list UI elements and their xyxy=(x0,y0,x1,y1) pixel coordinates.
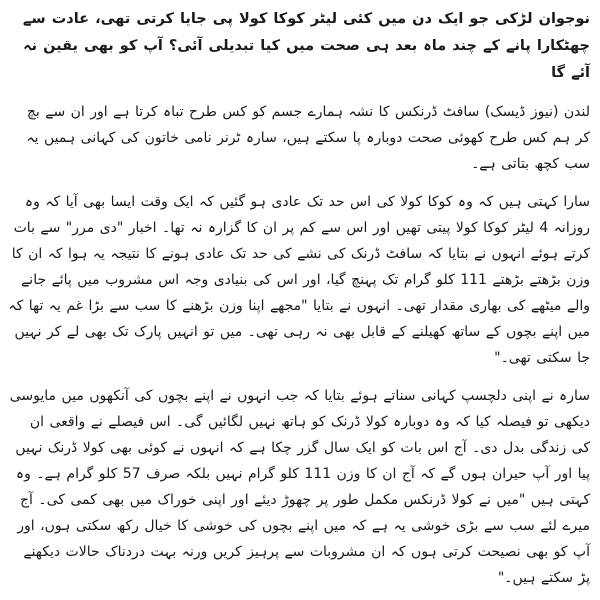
article-paragraph-intro: لندن (نیوز ڈیسک) سافٹ ڈرنکس کا نشہ ہمارے جسم کو کس طرح تباہ کرتا ہے اور ان سے بچ کر ہم کس طرح کھوئی صحت دوبارہ پا سکتے ہیں، سارہ ٹرنر نامی خاتون کی کہانی ہمیں یہ سب کچھ بتاتی ہے۔ xyxy=(26,104,590,172)
article-paragraph-outcome: سارہ نے اپنی دلچسپ کہانی سناتے ہوئے بتایا کہ جب انہوں نے اپنے بچوں کی آنکھوں میں مایوسی دیکھی تو فیصلہ کیا کہ وہ دوبارہ کولا ڈرنک کو ہاتھ نہیں لگائیں گی۔ اس فیصلے نے واقعی ان کی زندگی بدل دی۔ آج اس بات کو ایک سال گزر چکا ہے کہ انہوں نے کوئی بھی کولا ڈرنک نہیں پیا اور آپ حیران ہوں گے کہ آج ان کا وزن 111 کلو گرام نہیں بلکہ صرف 57 کلو گرام ہے۔ وہ کہتی ہیں "میں نے کولا ڈرنکس مکمل طور پر چھوڑ دیئے اور اپنی خوراک میں بھی کمی کی۔ آج میرے لئے سب سے بڑی خوشی یہ ہے کہ میں اپنے بچوں کی خوشی کا خیال رکھ سکتی ہوں، اور آپ کو بھی نصیحت کرتی ہوں کہ ان مشروبات سے پرہیز کریں ورنہ بہت دردناک حالات دیکھنے پڑ سکتے ہیں۔" xyxy=(9,388,590,586)
article-lead-paragraph: نوجوان لڑکی جو ایک دن میں کئی لیٹر کوکا کولا پی جایا کرتی تھی، عادت سے چھٹکارا پانے کے چند ماہ بعد ہی صحت میں کیا تبدیلی آئی؟ آپ کو بھی یقین نہ آئے گا xyxy=(22,11,590,81)
article-paragraph-story: سارا کہتی ہیں کہ وہ کوکا کولا کی اس حد تک عادی ہو گئیں کہ ایک وقت ایسا بھی آیا کہ وہ روزانہ 4 لیٹر کوکا کولا پیتی تھیں اور اس سے کم پر ان کا گزارہ نہ تھا۔ اخبار "دی مرر" سے بات کرتے ہوئے انہوں نے بتایا کہ سافٹ ڈرنک کی نشے کی حد تک عادی ہونے کا نتیجہ یہ ہوا کہ ان کا وزن بڑھتے بڑھتے 111 کلو گرام تک پہنچ گیا، اور اس کی بنیادی وجہ اس مشروب میں پائے جانے والے میٹھے کی بھاری مقدار تھی۔ انہوں نے بتایا "مجھے اپنا وزن بڑھنے کا سب سے بڑا غم یہ تھا کہ میں اپنے بچوں کے ساتھ کھیلنے کے قابل بھی نہ رہی تھی۔ میں تو انہیں پارک تک بھی لے کر نہیں جا سکتی تھی۔" xyxy=(8,194,590,366)
